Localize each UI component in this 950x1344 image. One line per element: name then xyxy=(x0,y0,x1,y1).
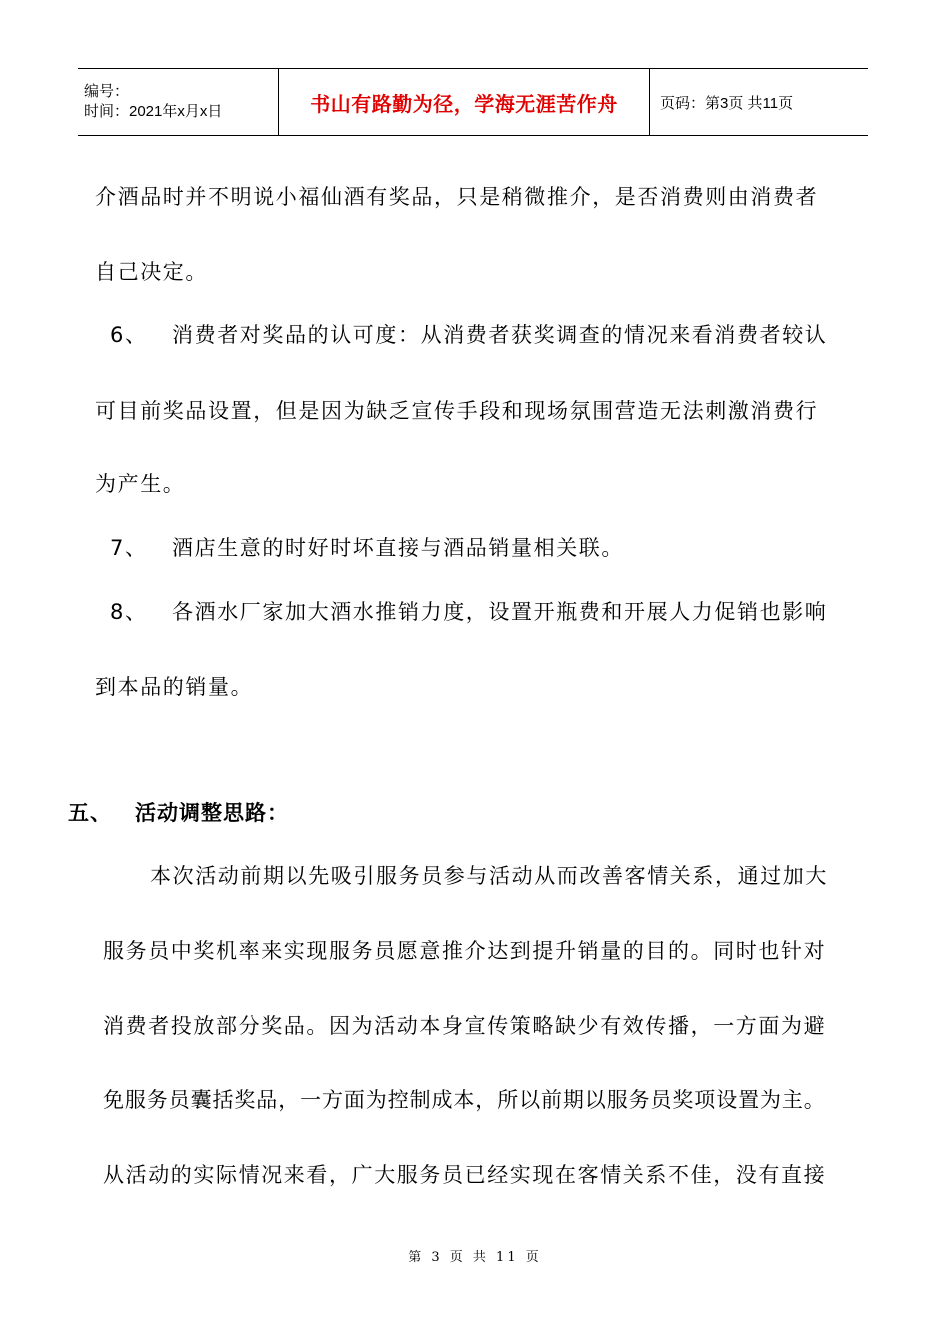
text-line: 介酒品时并不明说小福仙酒有奖品，只是稍微推介，是否消费则由消费者 xyxy=(95,185,819,209)
text-line: 服务员中奖机率来实现服务员愿意推介达到提升销量的目的。同时也针对 xyxy=(103,939,827,963)
motto: 书山有路勤为径，学海无涯苦作舟 xyxy=(310,91,618,116)
section-number: 五、 xyxy=(68,801,112,825)
text-line: 从活动的实际情况来看，广大服务员已经实现在客情关系不佳，没有直接 xyxy=(103,1163,827,1187)
page-footer: 第 3 页 共 11 页 xyxy=(408,1250,542,1265)
text-line: 各酒水厂家加大酒水推销力度，设置开瓶费和开展人力促销也影响 xyxy=(172,600,828,624)
header-meta xyxy=(78,69,278,135)
text-line: 可目前奖品设置，但是因为缺乏宣传手段和现场氛围营造无法刺激消费行 xyxy=(95,399,819,423)
list-number: 8、 xyxy=(110,600,148,624)
text-line: 到本品的销量。 xyxy=(95,675,254,699)
text-line: 免服务员囊括奖品，一方面为控制成本，所以前期以服务员奖项设置为主。 xyxy=(103,1088,826,1112)
text-line: 自己决定。 xyxy=(95,260,208,284)
list-number: 6、 xyxy=(110,323,148,347)
list-item-6 xyxy=(110,319,827,349)
header-motto-cell xyxy=(278,69,650,135)
serial-label: 编号： xyxy=(84,83,130,100)
time-label: 时间：2021年x月x日 xyxy=(84,103,223,120)
list-item-8 xyxy=(110,596,827,626)
page-header xyxy=(78,68,868,136)
text-line: 酒店生意的时好时坏直接与酒品销量相关联。 xyxy=(172,536,624,560)
list-number: 7、 xyxy=(110,536,148,560)
header-page-cell xyxy=(650,69,868,135)
section-heading xyxy=(68,797,289,827)
section-title: 活动调整思路： xyxy=(135,801,289,825)
text-line: 消费者对奖品的认可度：从消费者获奖调查的情况来看消费者较认 xyxy=(172,323,828,347)
text-line: 为产生。 xyxy=(95,472,186,496)
list-item-7 xyxy=(110,532,624,562)
page-label: 页码：第3页 共11页 xyxy=(660,94,794,112)
text-line: 本次活动前期以先吸引服务员参与活动从而改善客情关系，通过加大 xyxy=(150,864,828,888)
text-line: 消费者投放部分奖品。因为活动本身宣传策略缺少有效传播，一方面为避 xyxy=(103,1014,827,1038)
